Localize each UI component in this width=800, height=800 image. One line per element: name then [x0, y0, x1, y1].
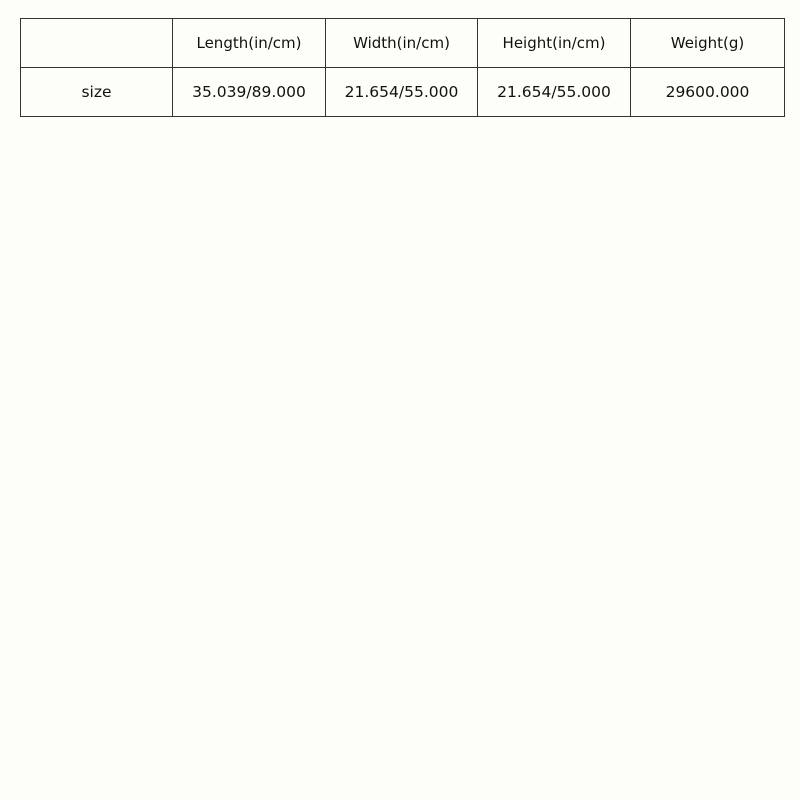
header-cell-height: Height(in/cm) — [478, 19, 631, 68]
header-cell-width: Width(in/cm) — [326, 19, 478, 68]
header-cell-blank — [21, 19, 173, 68]
header-cell-weight: Weight(g) — [631, 19, 785, 68]
row-label-cell: size — [21, 68, 173, 117]
table-header-row — [21, 19, 785, 68]
table-row — [21, 68, 785, 117]
size-spec-table — [20, 18, 785, 117]
header-cell-length: Length(in/cm) — [173, 19, 326, 68]
height-value-cell: 21.654/55.000 — [478, 68, 631, 117]
length-value-cell: 35.039/89.000 — [173, 68, 326, 117]
weight-value-cell: 29600.000 — [631, 68, 785, 117]
width-value-cell: 21.654/55.000 — [326, 68, 478, 117]
